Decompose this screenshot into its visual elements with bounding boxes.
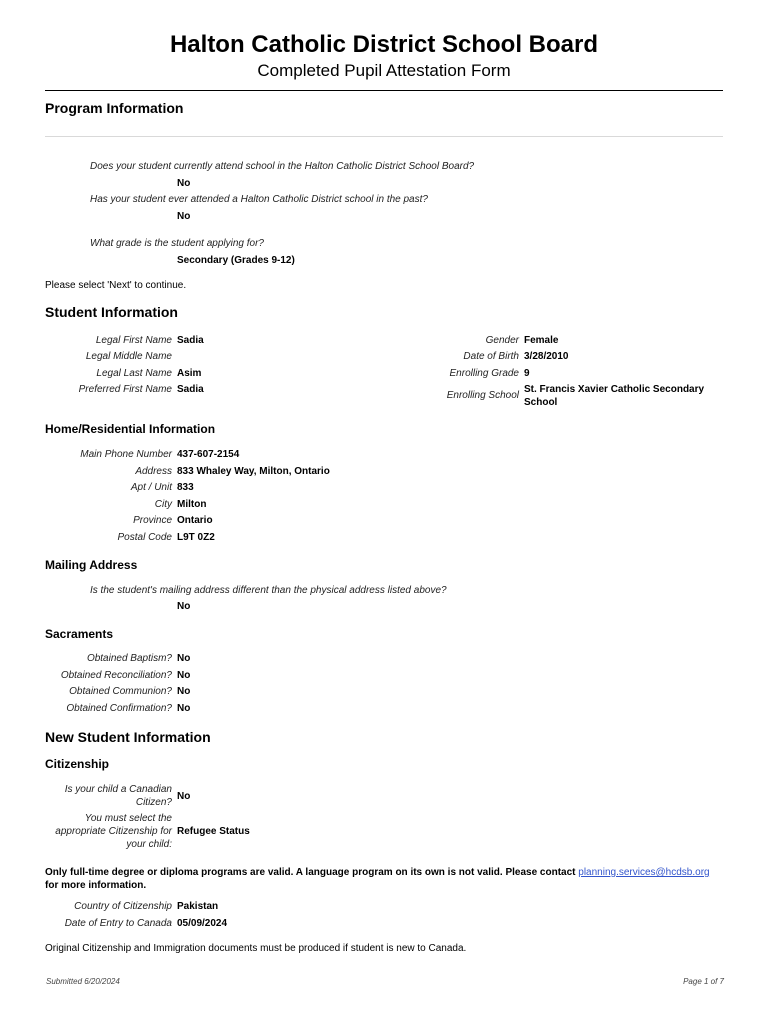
address-value: 833 Whaley Way, Milton, Ontario [177,466,330,477]
city-value: Milton [177,499,207,510]
phone-value: 437-607-2154 [177,449,240,460]
baptism-value: No [177,653,191,664]
program-question-3: What grade is the student applying for? [90,238,264,249]
program-question-1: Does your student currently attend school in the Halton Catholic District School Board? [90,161,475,172]
legal-last-name-value: Asim [177,368,202,379]
mailing-heading: Mailing Address [45,558,138,572]
document-title: Halton Catholic District School Board [169,31,599,58]
page-number: Page 1 of 7 [683,977,724,986]
province-value: Ontario [177,515,213,526]
province-label: Province [133,515,172,526]
confirmation-label: Obtained Confirmation? [66,703,172,714]
program-question-2: Has your student ever attended a Halton Catholic District school in the past? [90,194,428,205]
mailing-question: Is the student's mailing address different than the physical address listed above? [90,585,447,596]
apt-unit-label: Apt / Unit [130,482,172,493]
header-divider [45,90,723,91]
citizenship-select-label-line1: You must select the [84,813,172,824]
program-answer-3: Secondary (Grades 9-12) [177,255,295,266]
program-validity-text: Only full-time degree or diploma programs are valid. A language program on its own is not valid. Please contact [45,867,579,878]
canadian-citizen-value: No [177,791,191,802]
enrolling-school-value-line1: St. Francis Xavier Catholic Secondary [524,384,705,395]
legal-first-name-label: Legal First Name [95,335,172,346]
date-of-entry-value: 05/09/2024 [177,918,228,929]
date-of-entry-label: Date of Entry to Canada [64,918,172,929]
preferred-first-name-value: Sadia [177,384,204,395]
planning-services-email-link[interactable]: planning.services@hcdsb.org [578,867,710,878]
document-subtitle: Completed Pupil Attestation Form [257,61,511,80]
reconciliation-label: Obtained Reconciliation? [60,670,172,681]
program-answer-2: No [177,211,191,222]
country-of-citizenship-label: Country of Citizenship [74,901,172,912]
canadian-citizen-label-line1: Is your child a Canadian [64,784,172,795]
citizenship-heading: Citizenship [45,757,110,771]
preferred-first-name-label: Preferred First Name [78,384,172,395]
communion-label: Obtained Communion? [69,686,172,697]
submitted-date: Submitted 6/20/2024 [46,977,120,986]
citizenship-select-label-line2: appropriate Citizenship for [55,826,172,837]
address-label: Address [135,466,172,477]
program-validity-note [45,866,735,892]
date-of-birth-value: 3/28/2010 [524,351,569,362]
date-of-birth-label: Date of Birth [463,351,519,362]
sacraments-heading: Sacraments [45,627,114,641]
citizenship-select-label-line3: your child: [126,839,172,850]
enrolling-grade-label: Enrolling Grade [449,368,519,379]
phone-label: Main Phone Number [80,449,172,460]
postal-code-value: L9T 0Z2 [177,532,215,543]
legal-first-name-value: Sadia [177,335,204,346]
gender-label: Gender [485,335,519,346]
baptism-label: Obtained Baptism? [86,653,172,664]
legal-middle-name-label: Legal Middle Name [85,351,172,362]
enrolling-school-label: Enrolling School [446,390,519,401]
mailing-answer: No [177,601,191,612]
next-instruction: Please select 'Next' to continue. [45,280,187,291]
program-validity-tail: for more information. [45,880,147,891]
legal-last-name-label: Legal Last Name [96,368,172,379]
country-of-citizenship-value: Pakistan [177,901,219,912]
canadian-citizen-label-line2: Citizen? [135,797,172,808]
apt-unit-value: 833 [177,482,194,493]
enrolling-school-value-line2: School [524,397,558,408]
reconciliation-value: No [177,670,191,681]
program-heading: Program Information [45,100,184,116]
postal-code-label: Postal Code [117,532,172,543]
student-heading: Student Information [45,304,178,320]
section-divider [45,136,723,137]
city-label: City [154,499,172,510]
documents-note: Original Citizenship and Immigration documents must be produced if student is new to Canada. [45,943,467,954]
gender-value: Female [524,335,559,346]
program-answer-1: No [177,178,191,189]
confirmation-value: No [177,703,191,714]
home-heading: Home/Residential Information [45,422,216,436]
enrolling-grade-value: 9 [524,368,530,379]
new-student-heading: New Student Information [45,729,211,745]
citizenship-select-value: Refugee Status [177,826,250,837]
communion-value: No [177,686,191,697]
